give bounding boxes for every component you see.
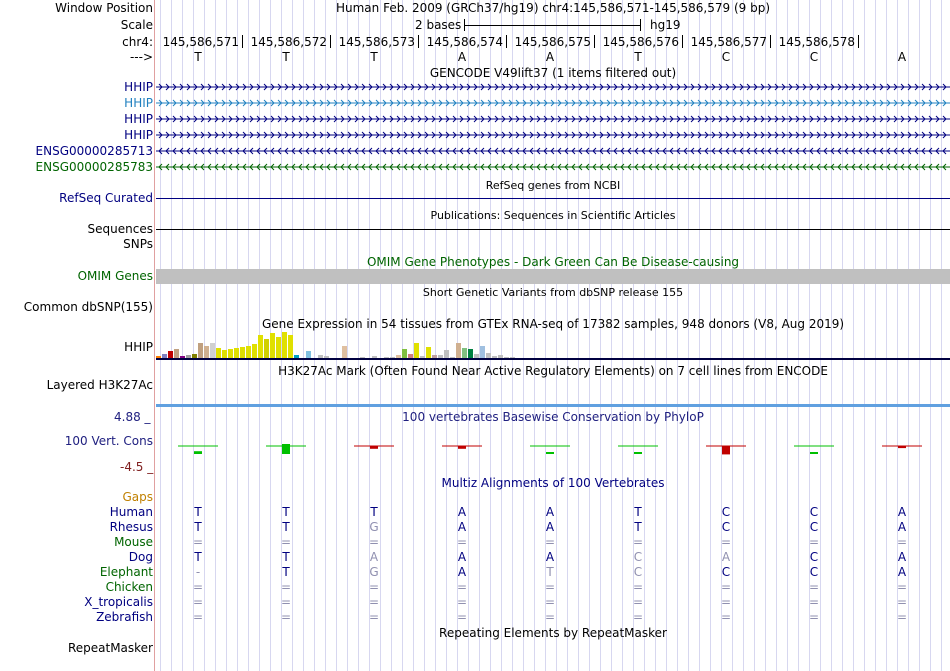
conservation-label[interactable]: 100 Vert. Cons: [64, 434, 153, 448]
base-letter: C: [721, 50, 731, 64]
multiz-base: C: [809, 550, 819, 564]
multiz-species-label[interactable]: Zebrafish: [96, 610, 153, 624]
gtex-tissue-bar[interactable]: [444, 350, 449, 358]
gtex-tissue-bar[interactable]: [174, 349, 179, 358]
refseq-track-line[interactable]: [156, 198, 950, 199]
multiz-base: =: [896, 610, 908, 624]
multiz-base: A: [721, 550, 731, 564]
gtex-tissue-bar[interactable]: [258, 335, 263, 358]
multiz-base: =: [368, 595, 380, 609]
multiz-base: G: [369, 520, 379, 534]
multiz-base: A: [457, 550, 467, 564]
multiz-base: A: [457, 565, 467, 579]
multiz-base: =: [632, 610, 644, 624]
multiz-base: =: [192, 535, 204, 549]
gtex-tissue-bar[interactable]: [204, 346, 209, 358]
multiz-base: =: [280, 595, 292, 609]
gtex-tissue-bar[interactable]: [216, 348, 221, 358]
multiz-base: A: [897, 550, 907, 564]
conservation-ymin: -4.5 _: [120, 460, 154, 474]
conservation-plot[interactable]: [156, 424, 950, 472]
scale-text: 2 bases: [415, 18, 462, 32]
multiz-species-label[interactable]: Human: [109, 505, 153, 519]
multiz-base: =: [456, 595, 468, 609]
refseq-label[interactable]: RefSeq Curated: [59, 191, 153, 205]
multiz-base: =: [632, 535, 644, 549]
base-letter: C: [809, 50, 819, 64]
gtex-title: Gene Expression in 54 tissues from GTEx RNA-seq of 17382 samples, 948 donors (V8, Aug 2019): [261, 317, 845, 331]
ruler-tick-mark: [330, 35, 331, 48]
gtex-tissue-bar[interactable]: [252, 344, 257, 358]
gtex-tissue-bar[interactable]: [282, 332, 287, 358]
ruler-tick-mark: [506, 35, 507, 48]
gtex-tissue-bar[interactable]: [288, 335, 293, 358]
gencode-track-label[interactable]: ENSG00000285783: [35, 160, 153, 174]
multiz-base: =: [808, 580, 820, 594]
multiz-species-label[interactable]: Mouse: [114, 535, 153, 549]
conservation-bar[interactable]: [810, 452, 818, 454]
multiz-base: =: [896, 580, 908, 594]
base-letter: T: [194, 50, 202, 64]
multiz-base: C: [809, 520, 819, 534]
gtex-tissue-bar[interactable]: [480, 346, 485, 358]
multiz-base: A: [545, 550, 555, 564]
base-letter: T: [370, 50, 378, 64]
multiz-base: =: [720, 595, 732, 609]
ruler-tick-label: 145,586,573: [338, 35, 415, 49]
multiz-base: C: [721, 520, 731, 534]
multiz-base: A: [545, 505, 555, 519]
window-position-label: Window Position: [55, 1, 153, 15]
gtex-tissue-bar[interactable]: [426, 347, 431, 358]
multiz-base: A: [545, 520, 555, 534]
gtex-tissue-bar[interactable]: [240, 347, 245, 358]
multiz-base: =: [896, 595, 908, 609]
multiz-base: G: [369, 565, 379, 579]
strand-arrow-label: --->: [129, 50, 153, 64]
gtex-tissue-bar[interactable]: [228, 349, 233, 358]
base-letter: A: [897, 50, 907, 64]
conservation-bar[interactable]: [722, 446, 730, 454]
gencode-track-line[interactable]: [156, 162, 950, 172]
h3k27ac-title: H3K27Ac Mark (Often Found Near Active Regulatory Elements) on 7 cell lines from ENCODE: [278, 364, 828, 378]
gencode-title: GENCODE V49lift37 (1 items filtered out): [429, 66, 677, 80]
gtex-tissue-bar[interactable]: [462, 348, 467, 358]
gtex-tissue-bar[interactable]: [264, 339, 269, 358]
multiz-base: T: [282, 550, 290, 564]
multiz-base: =: [632, 595, 644, 609]
ruler-tick-mark: [770, 35, 771, 48]
ruler-tick-label: 145,586,572: [250, 35, 327, 49]
ruler-tick-mark: [418, 35, 419, 48]
multiz-species-label[interactable]: Chicken: [105, 580, 153, 594]
multiz-base: =: [280, 610, 292, 624]
gtex-baseline: [156, 358, 950, 360]
multiz-base: C: [809, 505, 819, 519]
gtex-tissue-bar[interactable]: [210, 343, 215, 358]
ruler-tick-label: 145,586,574: [426, 35, 503, 49]
pubs-track-line[interactable]: [156, 229, 950, 230]
gtex-tissue-bar[interactable]: [414, 343, 419, 358]
multiz-base: A: [457, 520, 467, 534]
ruler-tick-mark: [682, 35, 683, 48]
multiz-base: A: [457, 505, 467, 519]
multiz-base: C: [721, 565, 731, 579]
dbsnp-label[interactable]: Common dbSNP(155): [23, 300, 153, 314]
multiz-base: T: [634, 505, 642, 519]
ruler-tick-mark: [858, 35, 859, 48]
conservation-bar[interactable]: [546, 452, 554, 454]
multiz-base: =: [720, 535, 732, 549]
position-ruler[interactable]: [156, 35, 950, 49]
gtex-tissue-bar[interactable]: [456, 343, 461, 358]
gencode-track-line[interactable]: [156, 82, 950, 92]
pubs-title: Publications: Sequences in Scientific Articles: [430, 209, 676, 222]
multiz-base: =: [456, 535, 468, 549]
gencode-track-label[interactable]: ENSG00000285713: [35, 144, 153, 158]
multiz-base: T: [282, 520, 290, 534]
pubs-label[interactable]: Sequences: [87, 222, 153, 236]
multiz-base: T: [282, 565, 290, 579]
repeatmasker-title: Repeating Elements by RepeatMasker: [439, 626, 667, 640]
gtex-tissue-bar[interactable]: [306, 351, 311, 358]
ruler-tick-mark: [242, 35, 243, 48]
multiz-base: =: [544, 580, 556, 594]
dbsnp-title: Short Genetic Variants from dbSNP release 155: [422, 286, 684, 299]
conservation-svg: [156, 424, 950, 472]
ruler-tick-label: 145,586,578: [778, 35, 855, 49]
multiz-base: T: [194, 505, 202, 519]
multiz-base: =: [808, 610, 820, 624]
ruler-tick-label: 145,586,575: [514, 35, 591, 49]
label-separator: [154, 0, 155, 671]
gtex-tissue-bar[interactable]: [246, 346, 251, 358]
multiz-base: =: [368, 535, 380, 549]
scale-assembly: hg19: [650, 18, 681, 32]
ruler-tick-mark: [594, 35, 595, 48]
snps-label[interactable]: SNPs: [123, 237, 153, 251]
multiz-base: A: [897, 520, 907, 534]
omim-label[interactable]: OMIM Genes: [77, 269, 153, 283]
multiz-species-label[interactable]: Elephant: [99, 565, 153, 579]
multiz-base: C: [809, 565, 819, 579]
gtex-tissue-bar[interactable]: [402, 349, 407, 358]
multiz-base: =: [192, 580, 204, 594]
conservation-ymax: 4.88 _: [114, 410, 151, 424]
multiz-base: =: [280, 535, 292, 549]
gencode-track-line[interactable]: [156, 114, 950, 124]
conservation-bar[interactable]: [634, 452, 642, 454]
multiz-base: C: [721, 505, 731, 519]
multiz-species-label[interactable]: Dog: [128, 550, 153, 564]
base-letter: T: [282, 50, 290, 64]
base-letter: T: [634, 50, 642, 64]
ruler-tick-label: 145,586,576: [602, 35, 679, 49]
scale-bar: [415, 18, 695, 32]
base-sequence: [156, 50, 950, 64]
omim-track-bar[interactable]: [156, 269, 950, 284]
h3k27ac-label[interactable]: Layered H3K27Ac: [46, 378, 153, 392]
gencode-track-line[interactable]: [156, 146, 950, 156]
gencode-track-label[interactable]: HHIP: [124, 96, 153, 110]
multiz-base: =: [544, 595, 556, 609]
multiz-gaps-label: Gaps: [122, 490, 153, 504]
multiz-base: =: [632, 580, 644, 594]
gtex-tissue-bar[interactable]: [198, 343, 203, 358]
window-position-value: Human Feb. 2009 (GRCh37/hg19) chr4:145,586,571-145,586,579 (9 bp): [335, 1, 770, 15]
multiz-base: -: [195, 565, 201, 579]
multiz-base: T: [282, 505, 290, 519]
multiz-base: T: [546, 565, 554, 579]
gencode-track-label[interactable]: HHIP: [124, 128, 153, 142]
multiz-base: =: [720, 580, 732, 594]
gtex-tissue-bar[interactable]: [168, 351, 173, 358]
conservation-title: 100 vertebrates Basewise Conservation by PhyloP: [402, 410, 704, 424]
multiz-base: A: [369, 550, 379, 564]
gtex-tissue-bar[interactable]: [342, 346, 347, 358]
multiz-base: A: [897, 565, 907, 579]
multiz-base: =: [808, 535, 820, 549]
multiz-species-label[interactable]: Rhesus: [109, 520, 153, 534]
multiz-base: T: [370, 505, 378, 519]
scale-label: Scale: [120, 18, 153, 32]
multiz-base: T: [634, 520, 642, 534]
gtex-tissue-bar[interactable]: [222, 350, 227, 358]
multiz-base: =: [544, 535, 556, 549]
multiz-base: =: [456, 610, 468, 624]
multiz-base: C: [633, 565, 643, 579]
omim-title: OMIM Gene Phenotypes - Dark Green Can Be Disease-causing: [366, 255, 740, 269]
base-letter: A: [545, 50, 555, 64]
multiz-base: T: [194, 520, 202, 534]
conservation-bar[interactable]: [194, 451, 202, 454]
h3k27ac-signal[interactable]: [156, 404, 950, 407]
multiz-base: =: [456, 580, 468, 594]
multiz-base: =: [808, 595, 820, 609]
multiz-base: =: [368, 610, 380, 624]
ruler-tick-label: 145,586,577: [690, 35, 767, 49]
gencode-track-line[interactable]: [156, 130, 950, 140]
ruler-tick-label: 145,586,571: [162, 35, 239, 49]
multiz-title: Multiz Alignments of 100 Vertebrates: [441, 476, 665, 490]
base-letter: A: [457, 50, 467, 64]
gtex-tissue-bar[interactable]: [468, 349, 473, 358]
gtex-label[interactable]: HHIP: [124, 340, 153, 354]
multiz-base: =: [368, 580, 380, 594]
gtex-tissue-bar[interactable]: [270, 333, 275, 358]
multiz-base: =: [280, 580, 292, 594]
gencode-track-label[interactable]: HHIP: [124, 112, 153, 126]
multiz-base: =: [896, 535, 908, 549]
multiz-base: =: [192, 610, 204, 624]
multiz-base: =: [192, 595, 204, 609]
chrom-label: chr4:: [122, 35, 153, 49]
gencode-track-line[interactable]: [156, 98, 950, 108]
gtex-tissue-bar[interactable]: [276, 337, 281, 358]
gencode-track-label[interactable]: HHIP: [124, 80, 153, 94]
multiz-base: T: [194, 550, 202, 564]
multiz-base: A: [897, 505, 907, 519]
gtex-bar-chart[interactable]: [156, 330, 950, 358]
repeatmasker-label[interactable]: RepeatMasker: [67, 641, 153, 655]
refseq-title: RefSeq genes from NCBI: [485, 179, 621, 192]
multiz-species-label[interactable]: X_tropicalis: [84, 595, 153, 609]
multiz-base: =: [720, 610, 732, 624]
multiz-base: C: [633, 550, 643, 564]
gtex-tissue-bar[interactable]: [234, 348, 239, 358]
multiz-base: =: [544, 610, 556, 624]
